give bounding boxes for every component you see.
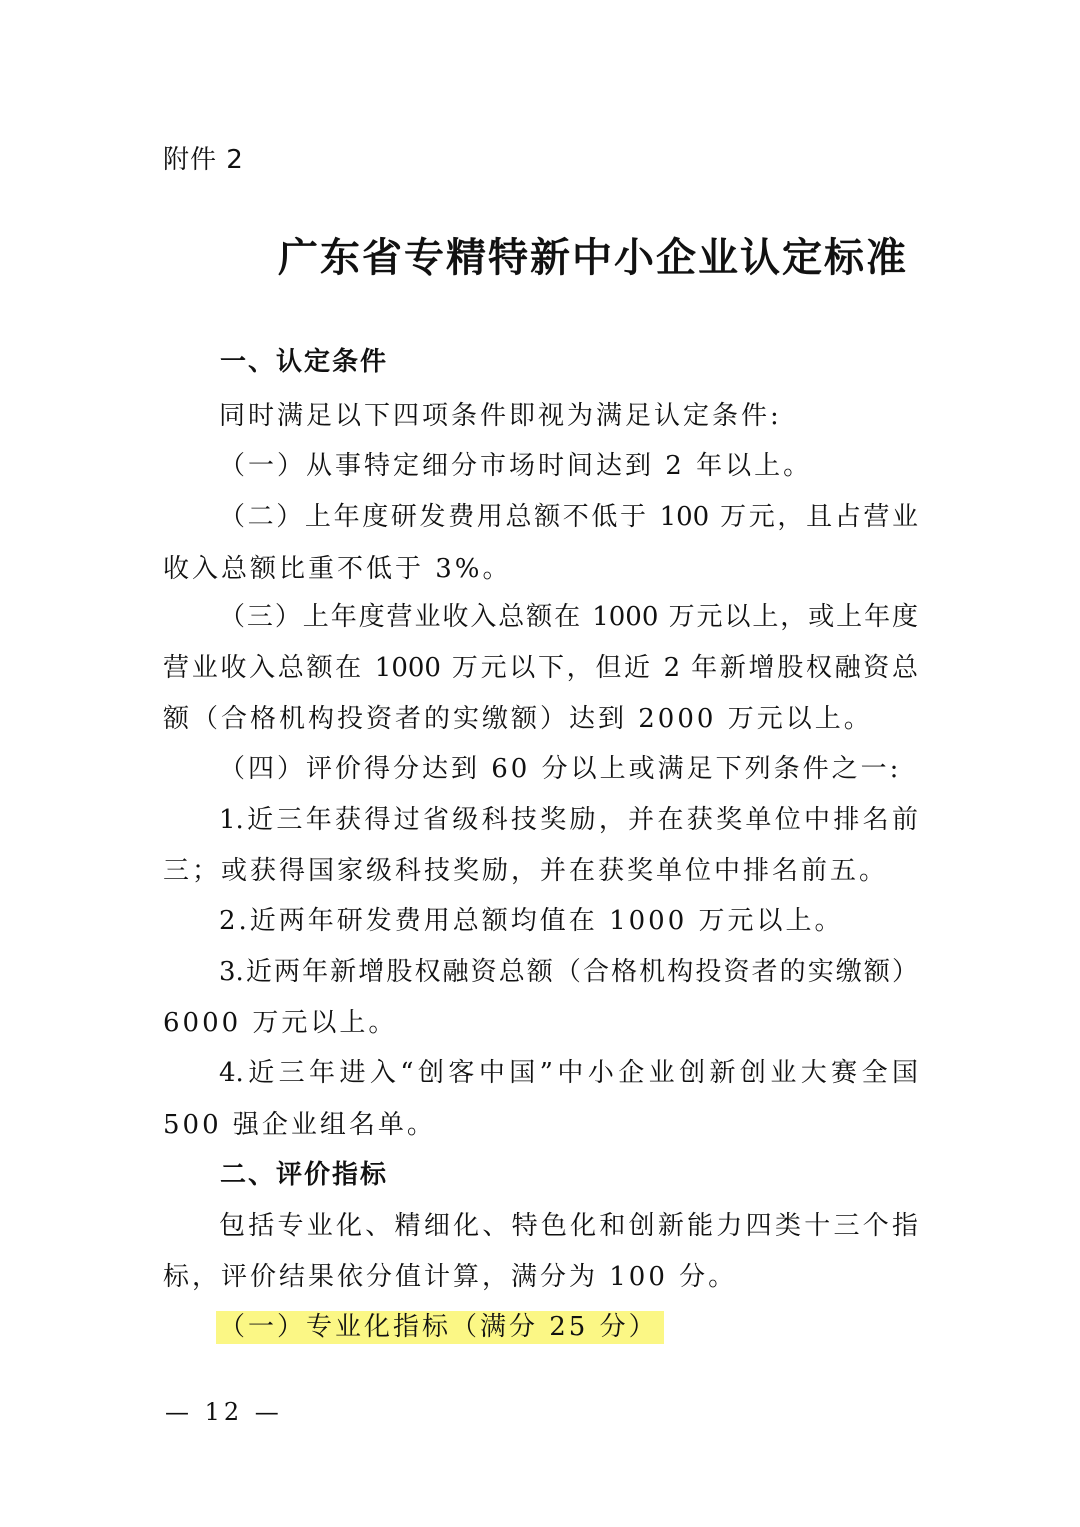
section-heading-evaluation: 二、评价指标 [220,1160,389,1190]
evaluation-intro-line-1: 包括专业化、精细化、特色化和创新能力四类十三个指 [219,1211,918,1241]
subitem-1-line-1: 1.近三年获得过省级科技奖励，并在获奖单位中排名前 [219,805,918,835]
document-title: 广东省专精特新中小企业认定标准 [278,234,908,281]
criteria-item-1-line-1: （一）从事特定细分市场时间达到 2 年以上。 [219,451,813,481]
subitem-4-line-2: 500 强企业组名单。 [163,1110,436,1140]
subheading-specialization [219,1307,918,1347]
subitem-1-line-2: 三；或获得国家级科技奖励，并在获奖单位中排名前五。 [163,856,889,886]
criteria-item-4-line-1: （四）评价得分达到 60 分以上或满足下列条件之一: [219,754,902,784]
subitem-4-line-1: 4.近三年进入“创客中国”中小企业创新创业大赛全国 [219,1058,918,1088]
page-number: — 12 — [165,1398,283,1426]
section-heading-criteria: 一、认定条件 [220,347,389,377]
subitem-3-line-1: 3.近两年新增股权融资总额（合格机构投资者的实缴额） [219,957,918,987]
attachment-label: 附件 2 [163,145,244,175]
criteria-item-2-line-1: （二）上年度研发费用总额不低于 100 万元，且占营业 [219,502,918,532]
criteria-item-3-line-3: 额（合格机构投资者的实缴额）达到 2000 万元以上。 [163,704,873,734]
highlighted-text: （一）专业化指标（满分 25 分） [216,1311,664,1344]
criteria-item-3-line-1: （三）上年度营业收入总额在 1000 万元以上，或上年度 [219,602,918,632]
subitem-3-line-2: 6000 万元以上。 [163,1008,398,1038]
subitem-2-line-1: 2.近两年研发费用总额均值在 1000 万元以上。 [219,906,844,936]
criteria-item-3-line-2: 营业收入总额在 1000 万元以下，但近 2 年新增股权融资总 [163,653,918,683]
criteria-item-2-line-2: 收入总额比重不低于 3%。 [163,554,512,584]
criteria-intro: 同时满足以下四项条件即视为满足认定条件: [219,401,782,431]
evaluation-intro-line-2: 标，评价结果依分值计算，满分为 100 分。 [163,1262,738,1292]
